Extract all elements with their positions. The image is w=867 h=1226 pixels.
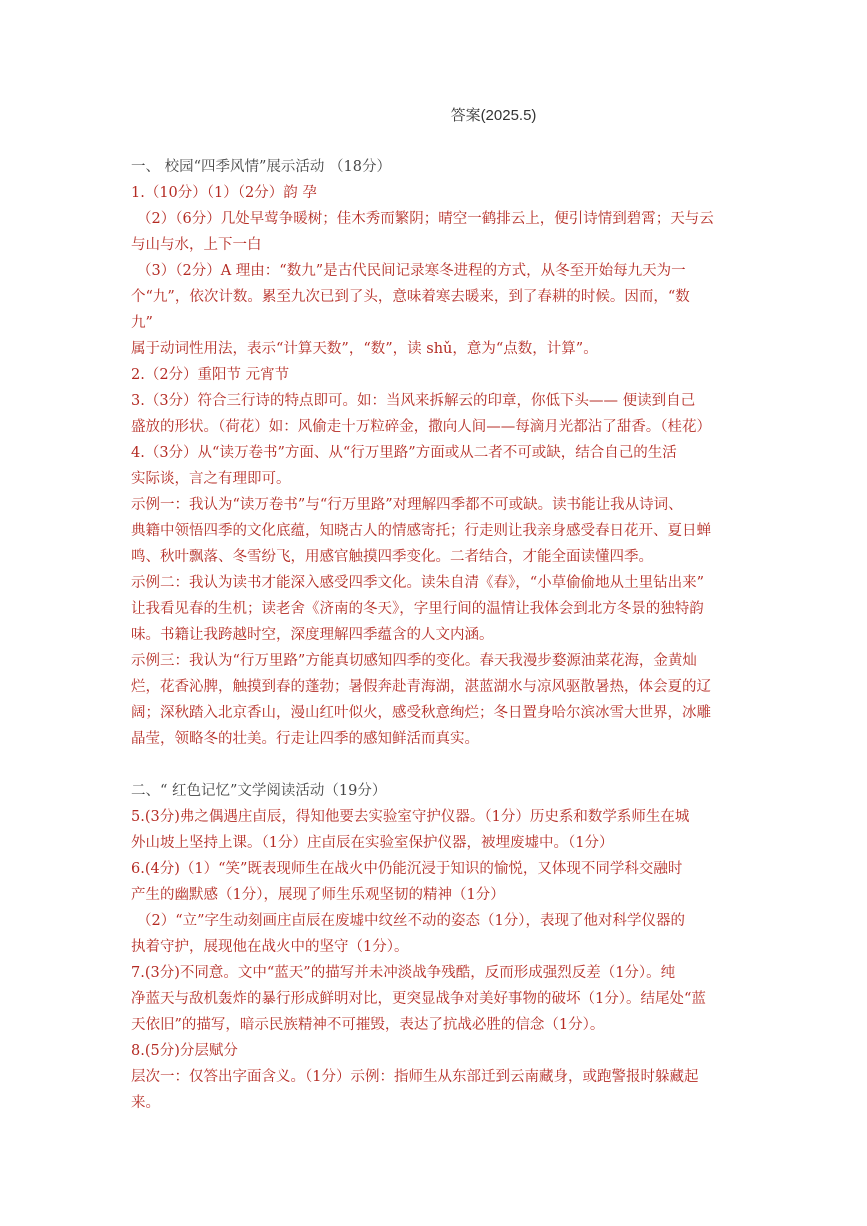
answer-line: 2.（2分）重阳节 元宵节: [131, 367, 290, 383]
answer-line: 8.(5分)分层赋分: [131, 1043, 238, 1059]
answer-line: 示例一：我认为“读万卷书”与“行万里路”对理解四季都不可或缺。读书能让我从诗词、: [131, 497, 683, 513]
answer-line: 4.（3分）从“读万卷书”方面、从“行万里路”方面或从二者不可或缺，结合自己的生活: [131, 445, 677, 461]
answer-line: 5.(3分)弗之偶遇庄卣辰，得知他要去实验室守护仪器。（1分）历史系和数学系师生在城: [131, 809, 690, 825]
answer-line: 晶莹，领略冬的壮美。行走让四季的感知鲜活而真实。: [131, 731, 479, 747]
section-1-heading: 一、 校园“四季风情”展示活动 （18分）: [131, 159, 391, 175]
answer-line: 天依旧”的描写，暗示民族精神不可摧毁，表达了抗战必胜的信念（1分）。: [131, 1017, 605, 1033]
answer-line: 净蓝天与敌机轰炸的暴行形成鲜明对比，更突显战争对美好事物的破坏（1分）。结尾处“蓝: [131, 991, 706, 1007]
answer-line: 九”: [131, 315, 153, 331]
answer-line: 产生的幽默感（1分），展现了师生乐观坚韧的精神（1分）: [131, 887, 505, 903]
answer-line: 7.(3分)不同意。文中“蓝天”的描写并未冲淡战争残酷，反而形成强烈反差（1分）。纯: [131, 965, 676, 981]
answer-line: 属于动词性用法，表示“计算天数”，“数”，读 shǔ，意为“点数，计算”。: [131, 341, 598, 357]
answer-body: [131, 154, 739, 1116]
answer-line: 让我看见春的生机；读老舍《济南的冬天》，字里行间的温情让我体会到北方冬景的独特韵: [131, 601, 704, 617]
answer-line: 个“九”，依次计数。累至九次已到了头，意味着寒去暖来，到了春耕的时候。因而，“数: [131, 289, 690, 305]
answer-line: 味。书籍让我跨越时空，深度理解四季蕴含的人文内涵。: [131, 627, 494, 643]
answer-line: 实际谈，言之有理即可。: [131, 471, 291, 487]
section-spacer: [131, 752, 739, 778]
answer-line: 阔；深秋踏入北京香山，漫山红叶似火，感受秋意绚烂；冬日置身哈尔滨冰雪大世界，冰雕: [131, 705, 711, 721]
answer-line: 6.(4分)（1）“笑”既表现师生在战火中仍能沉浸于知识的愉悦，又体现不同学科交融时: [131, 861, 683, 877]
answer-line: （2）“立”字生动刻画庄卣辰在废墟中纹丝不动的姿态（1分），表现了他对科学仪器的: [137, 913, 686, 929]
section-2-heading: 二、“ 红色记忆”文学阅读活动（19分）: [131, 783, 387, 799]
answer-line: 示例二：我认为读书才能深入感受四季文化。读朱自清《春》，“小草偷偷地从土里钻出来”: [131, 575, 705, 591]
answer-line: 盛放的形状。（荷花）如：风偷走十万粒碎金，撒向人间——每滴月光都沾了甜香。（桂花）: [131, 419, 711, 435]
answer-line: 来。: [131, 1095, 160, 1111]
answer-line: 与山与水，上下一白: [131, 237, 262, 253]
document-title: 答案(2025.5): [450, 107, 537, 124]
answer-line: 层次一：仅答出字面含义。（1分）示例：指师生从东部迁到云南藏身，或跑警报时躲藏起: [131, 1069, 699, 1085]
answer-line: （3）（2分）A 理由：“数九”是古代民间记录寒冬进程的方式，从冬至开始每九天为一: [137, 263, 686, 279]
answer-line: 外山坡上坚持上课。（1分）庄卣辰在实验室保护仪器，被埋废墟中。（1分）: [131, 835, 614, 851]
answer-line: 1.（10分）（1）（2分）韵 孕: [131, 185, 317, 201]
answer-line: 鸣、秋叶飘落、冬雪纷飞，用感官触摸四季变化。二者结合，才能全面读懂四季。: [131, 549, 653, 565]
answer-line: 烂，花香沁脾，触摸到春的蓬勃；暑假奔赴青海湖，湛蓝湖水与凉风驱散暑热，体会夏的辽: [131, 679, 711, 695]
answer-line: 典籍中领悟四季的文化底蕴，知晓古人的情感寄托；行走则让我亲身感受春日花开、夏日蝉: [131, 523, 711, 539]
answer-line: （2）（6分）几处早莺争暖树；佳木秀而繁阴；晴空一鹤排云上，便引诗情到碧霄；天与云: [137, 211, 714, 227]
answer-line: 执着守护，展现他在战火中的坚守（1分）。: [131, 939, 409, 955]
answer-line: 3.（3分）符合三行诗的特点即可。如：当风来拆解云的印章，你低下头—— 便读到自己: [131, 393, 696, 409]
answer-line: 示例三：我认为“行万里路”方能真切感知四季的变化。春天我漫步婺源油菜花海，金黄灿: [131, 653, 697, 669]
